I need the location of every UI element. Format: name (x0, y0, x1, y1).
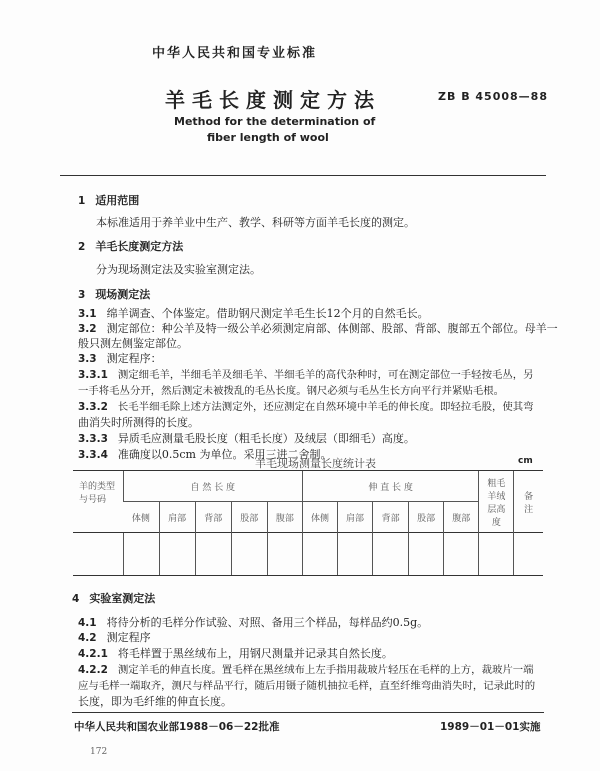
table-cell (479, 533, 514, 576)
clause-text: 测定细毛羊，半细毛羊及细毛羊、半细毛羊的高代杂种时，可在测定部位一手轻按毛丛，另 (117, 369, 534, 381)
table-unit: cm (518, 456, 533, 466)
clause-text: 准确度以0.5cm 为单位。采用三进二舍制。 (117, 448, 332, 461)
clause-text: 异质毛应测量毛股长度（粗毛长度）及绒层（即细毛）高度。 (117, 432, 415, 445)
col-header-natural-shoulder: 肩部 (159, 502, 195, 533)
clause-3-3-1 (78, 366, 534, 381)
clause-4-2-2-cont1: 应与毛样一端取齐，测尺与样品平行，随后用镊子随机抽拉毛样，直至纤维弯曲消失时，记录此时的 (78, 680, 536, 692)
clause-3-3-3 (78, 430, 415, 446)
clause-text: 绵羊调查、个体鉴定。借助钢尺测定羊毛生长12个月的自然毛长。 (106, 307, 429, 320)
section-title: 羊毛长度测定方法 (95, 240, 184, 253)
clause-text: 将毛样置于黑丝绒布上，用钢尺测量并记录其自然长度。 (117, 647, 393, 660)
header-rule (60, 175, 546, 176)
clause-number: 3.3.2 (78, 401, 108, 413)
clause-3-2-cont: 般只测左侧鉴定部位。 (78, 337, 188, 350)
col-header-type: 羊的类型与号码 (73, 471, 123, 533)
section-number: 3 (78, 289, 86, 301)
table-cell (73, 533, 123, 576)
table-cell (409, 533, 444, 576)
standard-code: ZB B 45008—88 (438, 90, 548, 103)
group-header-natural: 自 然 长 度 (123, 471, 302, 502)
table-cell (373, 533, 409, 576)
clause-number: 4.2.1 (78, 648, 108, 660)
clause-number: 3.3.3 (78, 433, 108, 445)
wool-length-table (73, 470, 543, 576)
clause-text: 测定羊毛的伸直长度。置毛样在黑丝绒布上左手指用裁玻片轻压在毛样的上方，裁玻片一端 (117, 664, 534, 676)
section-title: 实验室测定法 (89, 592, 156, 605)
clause-4-1 (78, 614, 428, 630)
col-header-straight-belly: 腹部 (444, 502, 479, 533)
clause-3-3 (78, 350, 162, 366)
clause-text: 长毛半细毛除上述方法测定外，还应测定在自然环境中羊毛的伸长度。即轻拉毛股，使其弯 (117, 401, 534, 413)
clause-4-2-2-cont2: 长度，即为毛纤维的伸直长度。 (78, 695, 232, 708)
clause-number: 3.3.1 (78, 369, 108, 381)
title-en-line2: fiber length of wool (207, 131, 329, 144)
col-header-straight-thigh: 股部 (409, 502, 444, 533)
clause-4-2 (78, 629, 151, 645)
clause-text: 测定程序 (106, 631, 151, 644)
clause-4-2-2 (78, 661, 534, 676)
table-cell (302, 533, 337, 576)
table-cell (338, 533, 373, 576)
clause-text: 测定程序： (106, 352, 162, 365)
col-header-natural-belly: 腹部 (267, 502, 302, 533)
clause-number: 3.2 (78, 323, 97, 335)
col-header-straight-shoulder: 肩部 (338, 502, 373, 533)
section-2-text: 分为现场测定法及实验室测定法。 (96, 263, 261, 276)
clause-3-3-1-cont: 一手将毛丛分开，然后测定未被拨乱的毛丛长度。钢尺必须与毛丛生长方向平行并紧贴毛根。 (78, 385, 505, 397)
title-en-line1: Method for the determination of (174, 115, 376, 128)
approval-note: 中华人民共和国农业部1988－06－22批准 (74, 721, 280, 733)
title-cn: 羊毛长度测定方法 (165, 88, 381, 112)
section-number: 1 (78, 195, 86, 207)
clause-3-1 (78, 305, 429, 321)
clause-number: 4.2.2 (78, 664, 108, 676)
table-cell (514, 533, 543, 576)
table-caption: 羊毛现场测量长度统计表 (255, 457, 376, 470)
clause-3-3-2 (78, 398, 534, 413)
effective-date: 1989－01－01实施 (440, 721, 541, 733)
clause-number: 3.1 (78, 308, 97, 320)
clause-number: 3.3.4 (78, 449, 108, 461)
col-header-natural-back: 背部 (195, 502, 231, 533)
clause-4-2-1 (78, 645, 393, 661)
clause-number: 4.1 (78, 617, 97, 629)
section-title: 适用范围 (95, 194, 140, 207)
section-1-heading (78, 192, 139, 208)
table-cell (159, 533, 195, 576)
group-header-straight: 伸 直 长 度 (302, 471, 478, 502)
col-header-coarse: 粗毛羊绒层高度 (479, 471, 514, 533)
section-4-heading (72, 590, 155, 606)
table-cell (195, 533, 231, 576)
col-header-straight-side: 体侧 (302, 502, 337, 533)
col-header-natural-thigh: 股部 (231, 502, 267, 533)
section-number: 4 (72, 593, 80, 605)
col-header-natural-side: 体侧 (123, 502, 159, 533)
table-cell (267, 533, 302, 576)
clause-3-3-2-cont: 曲消失时所测得的长度。 (78, 416, 199, 429)
table-cell (444, 533, 479, 576)
section-number: 2 (78, 241, 86, 253)
section-1-text: 本标准适用于养羊业中生产、教学、科研等方面羊毛长度的测定。 (96, 216, 415, 229)
page-number: 172 (90, 747, 108, 757)
clause-text: 测定部位：种公羊及特一级公羊必须测定肩部、体侧部、股部、背部、腹部五个部位。母羊一 (106, 322, 558, 335)
clause-3-2 (78, 320, 558, 336)
org-standard-heading: 中华人民共和国专业标准 (152, 46, 318, 61)
table-cell (123, 533, 159, 576)
table-row (73, 533, 543, 576)
col-header-straight-back: 背部 (373, 502, 409, 533)
section-2-heading (78, 238, 183, 254)
section-3-heading (78, 286, 150, 302)
col-header-remark: 备注 (514, 471, 543, 533)
section-title: 现场测定法 (95, 288, 151, 301)
clause-text: 将待分析的毛样分作试验、对照、备用三个样品，每样品约0.5g。 (106, 616, 429, 629)
table-cell (231, 533, 267, 576)
footer-rule (72, 712, 544, 713)
clause-number: 3.3 (78, 353, 97, 365)
clause-number: 4.2 (78, 632, 97, 644)
